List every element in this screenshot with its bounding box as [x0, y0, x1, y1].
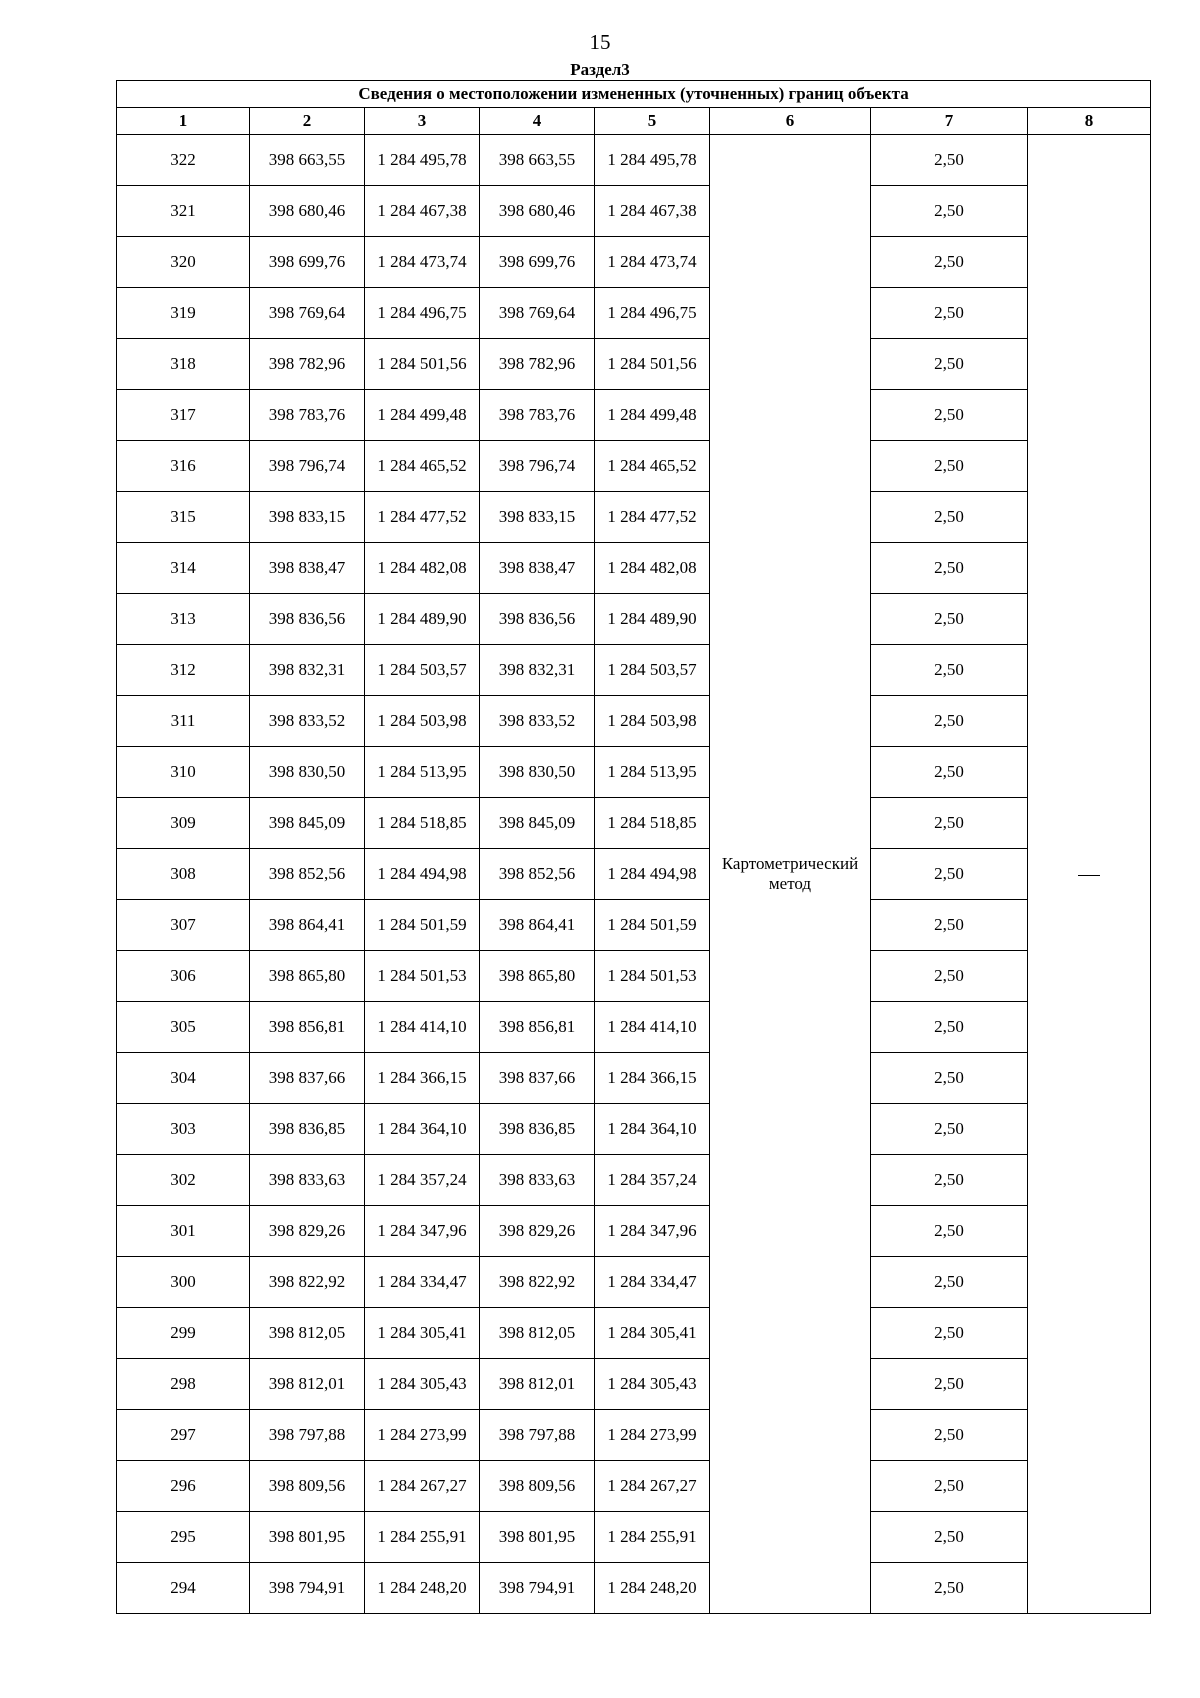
- table-cell: 1 284 414,10: [595, 1002, 710, 1053]
- table-row: [117, 543, 1151, 594]
- table-cell: 1 284 305,41: [365, 1308, 480, 1359]
- column-number: 8: [1028, 108, 1151, 135]
- table-cell: 311: [117, 696, 250, 747]
- table-cell: 2,50: [871, 1206, 1028, 1257]
- column-number-row: [117, 108, 1151, 135]
- table-cell: 2,50: [871, 849, 1028, 900]
- table-cell: 398 837,66: [480, 1053, 595, 1104]
- table-cell: 398 782,96: [480, 339, 595, 390]
- table-cell: 398 796,74: [250, 441, 365, 492]
- table-cell: 2,50: [871, 1257, 1028, 1308]
- table-cell: 1 284 334,47: [365, 1257, 480, 1308]
- table-cell: 296: [117, 1461, 250, 1512]
- column-number: 3: [365, 108, 480, 135]
- table-cell: 398 836,85: [480, 1104, 595, 1155]
- table-row: [117, 339, 1151, 390]
- table-cell: 398 836,56: [480, 594, 595, 645]
- table-cell: 398 833,52: [480, 696, 595, 747]
- table-cell: 398 836,85: [250, 1104, 365, 1155]
- table-cell: 1 284 477,52: [365, 492, 480, 543]
- table-cell: 318: [117, 339, 250, 390]
- table-cell: 299: [117, 1308, 250, 1359]
- table-cell: 1 284 305,43: [365, 1359, 480, 1410]
- table-row: [117, 288, 1151, 339]
- table-cell: 1 284 305,43: [595, 1359, 710, 1410]
- table-caption-row: [117, 81, 1151, 108]
- table-cell: 398 829,26: [480, 1206, 595, 1257]
- table-cell: 314: [117, 543, 250, 594]
- table-cell: 319: [117, 288, 250, 339]
- table-cell: 398 699,76: [250, 237, 365, 288]
- table-cell: 398 856,81: [250, 1002, 365, 1053]
- description-cell: [1028, 135, 1151, 1614]
- table-cell: 1 284 364,10: [595, 1104, 710, 1155]
- table-cell: 301: [117, 1206, 250, 1257]
- table-cell: 398 663,55: [480, 135, 595, 186]
- table-cell: 2,50: [871, 441, 1028, 492]
- table-cell: 398 797,88: [250, 1410, 365, 1461]
- table-cell: 1 284 482,08: [365, 543, 480, 594]
- table-cell: 298: [117, 1359, 250, 1410]
- table-cell: 1 284 305,41: [595, 1308, 710, 1359]
- table-cell: 398 833,15: [250, 492, 365, 543]
- table-cell: 1 284 499,48: [365, 390, 480, 441]
- table-cell: 398 699,76: [480, 237, 595, 288]
- table-cell: 1 284 366,15: [365, 1053, 480, 1104]
- table-cell: 300: [117, 1257, 250, 1308]
- table-row: [117, 492, 1151, 543]
- table-cell: 2,50: [871, 1410, 1028, 1461]
- table-cell: 398 794,91: [480, 1563, 595, 1614]
- table-row: [117, 237, 1151, 288]
- table-cell: 398 837,66: [250, 1053, 365, 1104]
- table-cell: 1 284 465,52: [365, 441, 480, 492]
- table-cell: 297: [117, 1410, 250, 1461]
- table-row: [117, 1512, 1151, 1563]
- table-cell: 1 284 496,75: [595, 288, 710, 339]
- table-cell: 1 284 513,95: [365, 747, 480, 798]
- table-cell: 398 865,80: [250, 951, 365, 1002]
- table-cell: 1 284 501,53: [365, 951, 480, 1002]
- table-cell: 302: [117, 1155, 250, 1206]
- table-cell: 398 796,74: [480, 441, 595, 492]
- table-cell: 313: [117, 594, 250, 645]
- table-cell: 1 284 357,24: [365, 1155, 480, 1206]
- table-cell: 1 284 334,47: [595, 1257, 710, 1308]
- table-cell: 398 832,31: [250, 645, 365, 696]
- table-cell: 398 794,91: [250, 1563, 365, 1614]
- table-cell: 1 284 366,15: [595, 1053, 710, 1104]
- table-cell: 305: [117, 1002, 250, 1053]
- table-cell: 316: [117, 441, 250, 492]
- table-cell: 309: [117, 798, 250, 849]
- table-cell: 1 284 495,78: [595, 135, 710, 186]
- table-row: [117, 849, 1151, 900]
- table-cell: 307: [117, 900, 250, 951]
- table-cell: 398 838,47: [250, 543, 365, 594]
- table-cell: 398 783,76: [480, 390, 595, 441]
- table-cell: 312: [117, 645, 250, 696]
- table-cell: 398 864,41: [480, 900, 595, 951]
- table-cell: 398 822,92: [250, 1257, 365, 1308]
- table-cell: 398 797,88: [480, 1410, 595, 1461]
- section-title: Раздел3: [570, 60, 630, 79]
- table-cell: 1 284 347,96: [595, 1206, 710, 1257]
- table-cell: 398 833,15: [480, 492, 595, 543]
- table-cell: 2,50: [871, 1155, 1028, 1206]
- table-cell: 398 809,56: [250, 1461, 365, 1512]
- table-cell: 1 284 255,91: [595, 1512, 710, 1563]
- table-cell: 398 663,55: [250, 135, 365, 186]
- table-row: [117, 1359, 1151, 1410]
- column-number: 4: [480, 108, 595, 135]
- table-cell: 1 284 357,24: [595, 1155, 710, 1206]
- table-cell: 2,50: [871, 1308, 1028, 1359]
- table-cell: 306: [117, 951, 250, 1002]
- table-cell: 1 284 414,10: [365, 1002, 480, 1053]
- table-row: [117, 747, 1151, 798]
- table-cell: 315: [117, 492, 250, 543]
- table-cell: 398 865,80: [480, 951, 595, 1002]
- table-cell: 1 284 465,52: [595, 441, 710, 492]
- table-cell: 1 284 518,85: [595, 798, 710, 849]
- table-cell: 398 838,47: [480, 543, 595, 594]
- table-cell: 295: [117, 1512, 250, 1563]
- table-cell: 1 284 501,56: [595, 339, 710, 390]
- table-cell: 1 284 495,78: [365, 135, 480, 186]
- table-cell: 398 833,52: [250, 696, 365, 747]
- table-cell: 1 284 267,27: [595, 1461, 710, 1512]
- table-cell: 2,50: [871, 1053, 1028, 1104]
- table-cell: 1 284 501,59: [365, 900, 480, 951]
- page-number: 15: [589, 30, 611, 54]
- table-cell: 398 830,50: [250, 747, 365, 798]
- table-cell: 398 680,46: [480, 186, 595, 237]
- table-cell: 398 783,76: [250, 390, 365, 441]
- table-cell: 398 829,26: [250, 1206, 365, 1257]
- table-cell: 1 284 496,75: [365, 288, 480, 339]
- table-row: [117, 1308, 1151, 1359]
- table-cell: 398 812,05: [480, 1308, 595, 1359]
- table-cell: 398 801,95: [250, 1512, 365, 1563]
- table-cell: 1 284 467,38: [595, 186, 710, 237]
- table-cell: 294: [117, 1563, 250, 1614]
- table-cell: 1 284 477,52: [595, 492, 710, 543]
- table-cell: 2,50: [871, 390, 1028, 441]
- table-cell: 321: [117, 186, 250, 237]
- table-row: [117, 1155, 1151, 1206]
- table-row: [117, 1002, 1151, 1053]
- table-cell: 308: [117, 849, 250, 900]
- coordinates-table: [116, 80, 1151, 1614]
- table-cell: 1 284 503,98: [595, 696, 710, 747]
- table-cell: 2,50: [871, 543, 1028, 594]
- table-cell: 2,50: [871, 1563, 1028, 1614]
- table-cell: 2,50: [871, 645, 1028, 696]
- table-cell: 398 833,63: [250, 1155, 365, 1206]
- table-cell: 304: [117, 1053, 250, 1104]
- table-cell: 398 809,56: [480, 1461, 595, 1512]
- table-cell: 2,50: [871, 1512, 1028, 1563]
- column-number: 1: [117, 108, 250, 135]
- table-cell: 1 284 494,98: [595, 849, 710, 900]
- table-cell: 398 769,64: [250, 288, 365, 339]
- table-cell: 1 284 267,27: [365, 1461, 480, 1512]
- table-cell: 398 833,63: [480, 1155, 595, 1206]
- table-cell: 1 284 347,96: [365, 1206, 480, 1257]
- column-number: 7: [871, 108, 1028, 135]
- table-cell: 1 284 248,20: [365, 1563, 480, 1614]
- table-cell: 2,50: [871, 951, 1028, 1002]
- table-cell: 398 856,81: [480, 1002, 595, 1053]
- table-row: [117, 186, 1151, 237]
- table-row: [117, 1206, 1151, 1257]
- table-cell: 303: [117, 1104, 250, 1155]
- table-cell: 398 836,56: [250, 594, 365, 645]
- table-row: [117, 645, 1151, 696]
- method-cell: Картометрический метод: [710, 135, 871, 1614]
- table-cell: 2,50: [871, 1359, 1028, 1410]
- table-cell: 1 284 473,74: [595, 237, 710, 288]
- table-cell: 2,50: [871, 339, 1028, 390]
- table-cell: 1 284 501,59: [595, 900, 710, 951]
- table-cell: 2,50: [871, 135, 1028, 186]
- table-cell: 1 284 467,38: [365, 186, 480, 237]
- table-row: [117, 594, 1151, 645]
- table-row: [117, 900, 1151, 951]
- table-cell: 2,50: [871, 1461, 1028, 1512]
- table-cell: 2,50: [871, 1104, 1028, 1155]
- table-cell: 398 769,64: [480, 288, 595, 339]
- column-number: 5: [595, 108, 710, 135]
- table-cell: 1 284 473,74: [365, 237, 480, 288]
- table-cell: 2,50: [871, 1002, 1028, 1053]
- table-cell: 1 284 503,98: [365, 696, 480, 747]
- table-cell: 1 284 518,85: [365, 798, 480, 849]
- table-cell: 1 284 503,57: [365, 645, 480, 696]
- table-cell: 398 782,96: [250, 339, 365, 390]
- table-row: [117, 798, 1151, 849]
- table-row: [117, 441, 1151, 492]
- table-cell: 398 845,09: [250, 798, 365, 849]
- table-cell: 1 284 501,53: [595, 951, 710, 1002]
- table-cell: 2,50: [871, 594, 1028, 645]
- table-cell: 398 830,50: [480, 747, 595, 798]
- table-cell: 398 812,01: [480, 1359, 595, 1410]
- table-row: [117, 696, 1151, 747]
- table-cell: 322: [117, 135, 250, 186]
- table-cell: 1 284 364,10: [365, 1104, 480, 1155]
- table-cell: 2,50: [871, 237, 1028, 288]
- table-row: [117, 1563, 1151, 1614]
- table-cell: 398 864,41: [250, 900, 365, 951]
- column-number: 6: [710, 108, 871, 135]
- table-cell: 2,50: [871, 747, 1028, 798]
- table-cell: 2,50: [871, 696, 1028, 747]
- table-cell: 398 845,09: [480, 798, 595, 849]
- table-cell: 2,50: [871, 900, 1028, 951]
- table-row: [117, 135, 1151, 186]
- table-cell: 398 852,56: [250, 849, 365, 900]
- table-row: [117, 1461, 1151, 1512]
- dash-mark: [1078, 875, 1100, 876]
- table-row: [117, 1257, 1151, 1308]
- table-cell: 1 284 255,91: [365, 1512, 480, 1563]
- table-cell: 398 801,95: [480, 1512, 595, 1563]
- column-number: 2: [250, 108, 365, 135]
- table-cell: 1 284 273,99: [365, 1410, 480, 1461]
- table-cell: 320: [117, 237, 250, 288]
- table-cell: 1 284 489,90: [365, 594, 480, 645]
- table-cell: 1 284 501,56: [365, 339, 480, 390]
- table-row: [117, 1104, 1151, 1155]
- table-cell: 1 284 513,95: [595, 747, 710, 798]
- table-cell: 1 284 248,20: [595, 1563, 710, 1614]
- table-cell: 1 284 503,57: [595, 645, 710, 696]
- table-cell: 317: [117, 390, 250, 441]
- table-cell: 398 822,92: [480, 1257, 595, 1308]
- table-cell: 398 812,05: [250, 1308, 365, 1359]
- table-cell: 1 284 494,98: [365, 849, 480, 900]
- table-row: [117, 390, 1151, 441]
- table-cell: 2,50: [871, 288, 1028, 339]
- table-cell: 1 284 499,48: [595, 390, 710, 441]
- table-cell: 398 852,56: [480, 849, 595, 900]
- table-cell: 2,50: [871, 798, 1028, 849]
- table-caption: Сведения о местоположении измененных (уточненных) границ объекта: [117, 81, 1151, 108]
- table-cell: 1 284 482,08: [595, 543, 710, 594]
- table-cell: 1 284 489,90: [595, 594, 710, 645]
- table-cell: 398 812,01: [250, 1359, 365, 1410]
- table-cell: 310: [117, 747, 250, 798]
- table-cell: 2,50: [871, 492, 1028, 543]
- table-row: [117, 1053, 1151, 1104]
- table-cell: 2,50: [871, 186, 1028, 237]
- table-cell: 1 284 273,99: [595, 1410, 710, 1461]
- table-cell: 398 680,46: [250, 186, 365, 237]
- table-row: [117, 951, 1151, 1002]
- table-row: [117, 1410, 1151, 1461]
- table-cell: 398 832,31: [480, 645, 595, 696]
